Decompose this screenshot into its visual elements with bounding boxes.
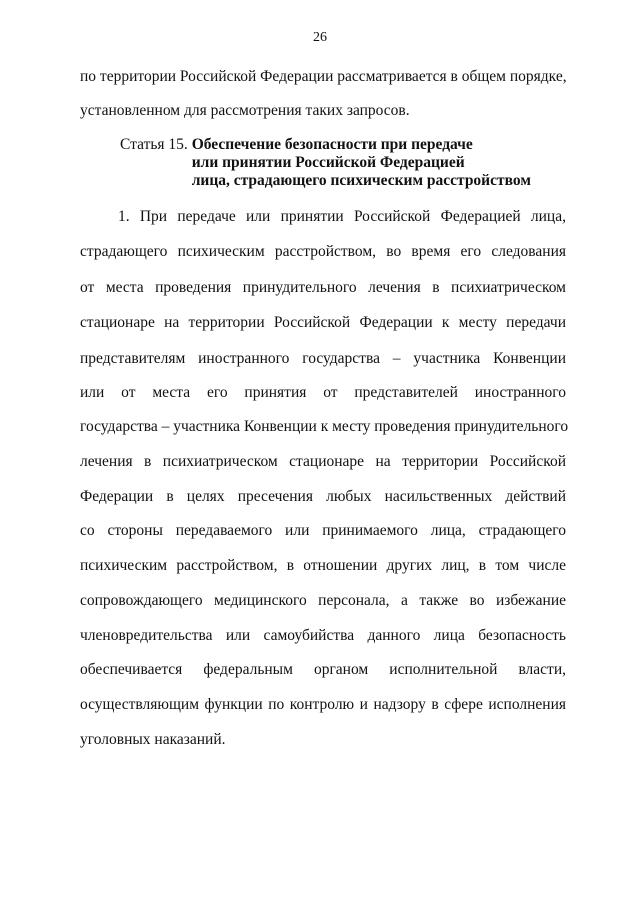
body-line-10: со стороны передаваемого или принимаемого лица, страдающего [80,522,566,539]
body-line-11: психическим расстройством, в отношении других лиц, в том числе [80,557,566,574]
body-line-16: уголовных наказаний. [80,731,226,748]
article-title [192,136,531,190]
article-heading [120,136,531,190]
article-title-line-2: или принятии Российской Федерацией [191,154,465,171]
body-line-1: 1. При передаче или принятии Российской Федерацией лица, [118,208,566,225]
body-line-12: сопровождающего медицинского персонала, а также во избежание [80,592,566,609]
intro-line-2: установленном для рассмотрения таких запросов. [80,102,410,119]
intro-line-1: по территории Российской Федерации рассматривается в общем порядке, [80,68,567,85]
body-line-15: осуществляющим функции по контролю и надзору в сфере исполнения [80,696,566,713]
body-line-9: Федерации в целях пресечения любых насильственных действий [80,488,566,505]
body-line-3: от места проведения принудительного лечения в психиатрическом [80,279,566,296]
body-line-6: или от места его принятия от представителей иностранного [80,384,566,401]
body-line-8: лечения в психиатрическом стационаре на территории Российской [80,453,566,470]
page-number: 26 [313,30,327,45]
body-line-2: страдающего психическим расстройством, во время его следования [80,243,566,260]
body-line-5: представителям иностранного государства – участника Конвенции [80,350,566,367]
article-title-line-3: лица, страдающего психическим расстройством [191,172,531,189]
body-line-4: стационаре на территории Российской Федерации к месту передачи [80,314,566,331]
body-line-14: обеспечивается федеральным органом исполнительной власти, [80,661,566,678]
article-title-line-1: Обеспечение безопасности при передаче [191,136,473,153]
body-line-7: государства – участника Конвенции к месту проведения принудительного [80,418,569,435]
body-line-13: членовредительства или самоубийства данного лица безопасность [80,627,566,644]
article-label: Статья 15. [120,136,188,153]
